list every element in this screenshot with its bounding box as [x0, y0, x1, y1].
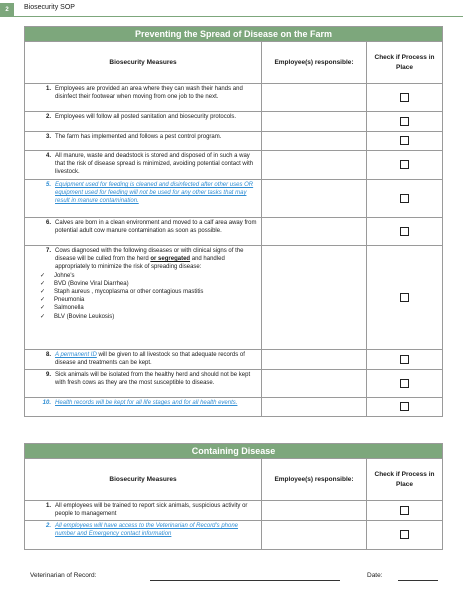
item-number: 9. [45, 372, 51, 378]
highlighted-text: All employees will have access to the Veterinarian of Record's phone number and Emergency contact information [55, 523, 239, 538]
disease-bullet: ✓ BLV (Bovine Leukosis) [40, 313, 259, 321]
header-rule [14, 16, 463, 17]
check-cell [367, 180, 443, 218]
item-number: 2. [45, 114, 51, 120]
measure-text-part: Employees will follow all posted sanitation and biosecurity protocols. [55, 114, 237, 120]
responsible-cell[interactable] [262, 246, 367, 350]
checkbox[interactable] [400, 379, 409, 388]
responsible-cell[interactable] [262, 84, 367, 112]
check-header: Check if Process in Place [367, 42, 443, 84]
check-cell [367, 132, 443, 151]
measure-text-part: Cows diagnosed with the following diseases or with clinical signs of the disease will be culled from the herd [55, 248, 244, 263]
measure-text [25, 370, 262, 398]
check-cell [367, 350, 443, 370]
item-number: 7. [45, 248, 51, 254]
check-cell [367, 246, 443, 350]
measure-row [25, 501, 443, 521]
checkbox[interactable] [400, 136, 409, 145]
section-title: Containing Disease [25, 444, 443, 459]
measure-text [25, 84, 262, 112]
measure-text [25, 112, 262, 132]
item-number: 2. [45, 523, 51, 529]
checkbox[interactable] [400, 160, 409, 169]
responsible-header: Employee(s) responsible: [262, 42, 367, 84]
checkbox[interactable] [400, 93, 409, 102]
responsible-cell[interactable] [262, 398, 367, 417]
responsible-cell[interactable] [262, 370, 367, 398]
responsible-cell[interactable] [262, 112, 367, 132]
checkbox[interactable] [400, 117, 409, 126]
check-cell [367, 501, 443, 521]
check-cell [367, 84, 443, 112]
checkbox[interactable] [400, 194, 409, 203]
section-title: Preventing the Spread of Disease on the Farm [25, 27, 443, 42]
measure-text [25, 246, 262, 350]
item-number: 6. [45, 220, 51, 226]
measure-text-part: All manure, waste and deadstock is stored and disposed of in such a way that the risk of disease spread is minimized, avoiding potential contact with livestock. [55, 153, 254, 176]
disease-bullet: ✓ Staph aureus , mycoplasma or other contagious mastitis [40, 288, 259, 296]
responsible-cell[interactable] [262, 132, 367, 151]
measure-row [25, 350, 443, 370]
checkbox[interactable] [400, 227, 409, 236]
check-header: Check if Process in Place [367, 459, 443, 501]
prevention-table [24, 26, 443, 417]
item-number: 10. [42, 400, 51, 406]
check-cell [367, 151, 443, 180]
item-number: 5. [45, 182, 51, 188]
responsible-cell[interactable] [262, 501, 367, 521]
measure-row [25, 84, 443, 112]
document-title: Biosecurity SOP [24, 4, 75, 11]
measure-row [25, 218, 443, 246]
measure-row [25, 132, 443, 151]
item-number: 3. [45, 134, 51, 140]
date-line[interactable] [398, 580, 438, 581]
responsible-cell[interactable] [262, 180, 367, 218]
disease-bullet: ✓ Johne's [40, 272, 259, 280]
measure-text [25, 350, 262, 370]
disease-bullet: ✓ Pneumonia [40, 296, 259, 304]
check-cell [367, 398, 443, 417]
highlighted-text: Equipment used for feeding is cleaned and disinfected after other uses OR equipment used for feeding will not be used for any other tasks that may result in manure contamination. [55, 182, 254, 205]
responsible-cell[interactable] [262, 151, 367, 180]
measure-row [25, 112, 443, 132]
item-number: 1. [45, 86, 51, 92]
checkbox[interactable] [400, 293, 409, 302]
item-number: 1. [45, 503, 51, 509]
vet-label: Veterinarian of Record: [30, 572, 97, 579]
date-label: Date: [367, 572, 383, 579]
measure-text [25, 132, 262, 151]
checkbox[interactable] [400, 530, 409, 539]
checkbox[interactable] [400, 355, 409, 364]
measure-text-part: or segregated [150, 256, 191, 263]
measure-text-part: Employees are provided an area where they can wash their hands and disinfect their footwear when moving from one job to the next. [55, 86, 243, 101]
highlighted-text: Health records will be kept for all life stages and for all health events. [55, 400, 238, 406]
page-number: 2 [0, 3, 14, 17]
measure-text-part: Sick animals will be isolated from the healthy herd and should not be kept with fresh cows as they are the most susceptible to disease. [55, 372, 251, 387]
measure-text-part: Calves are born in a clean environment and moved to a calf area away from potential adult cow manure contamination as soon as possible. [55, 220, 257, 235]
measure-row [25, 398, 443, 417]
disease-bullet: ✓ BVD (Bovine Viral Diarrhea) [40, 280, 259, 288]
containment-table [24, 443, 443, 550]
measure-text [25, 501, 262, 521]
measure-text-part: will be given to all livestock so that adequate records of disease and treatments can be kept. [55, 352, 245, 367]
measure-text [25, 151, 262, 180]
measure-row [25, 370, 443, 398]
measure-text-part: The farm has implemented and follows a pest control program. [55, 134, 222, 140]
measure-text [25, 180, 262, 218]
check-cell [367, 218, 443, 246]
item-number: 8. [45, 352, 51, 358]
check-cell [367, 370, 443, 398]
check-cell [367, 112, 443, 132]
measure-row [25, 151, 443, 180]
measure-text [25, 521, 262, 550]
prevention-rows [25, 84, 443, 417]
measure-row [25, 246, 443, 350]
measures-header: Biosecurity Measures [25, 459, 262, 501]
measure-text-part: All employees will be trained to report sick animals, suspicious activity or people to management [55, 503, 248, 518]
measure-text-part: and handled appropriately to minimize the risk of spreading disease: [55, 256, 225, 271]
measures-header: Biosecurity Measures [25, 42, 262, 84]
item-number: 4. [45, 153, 51, 159]
measure-text [25, 218, 262, 246]
highlighted-text: A permanent ID [55, 352, 97, 358]
measure-row [25, 180, 443, 218]
measure-row [25, 521, 443, 550]
disease-bullet: ✓ Salmonella [40, 304, 259, 312]
check-cell [367, 521, 443, 550]
checkbox[interactable] [400, 506, 409, 515]
responsible-header: Employee(s) responsible: [262, 459, 367, 501]
responsible-cell[interactable] [262, 521, 367, 550]
responsible-cell[interactable] [262, 350, 367, 370]
containment-rows [25, 501, 443, 550]
responsible-cell[interactable] [262, 218, 367, 246]
checkbox[interactable] [400, 402, 409, 411]
page-header [0, 3, 463, 17]
vet-signature-line[interactable] [150, 580, 340, 581]
measure-text [25, 398, 262, 417]
